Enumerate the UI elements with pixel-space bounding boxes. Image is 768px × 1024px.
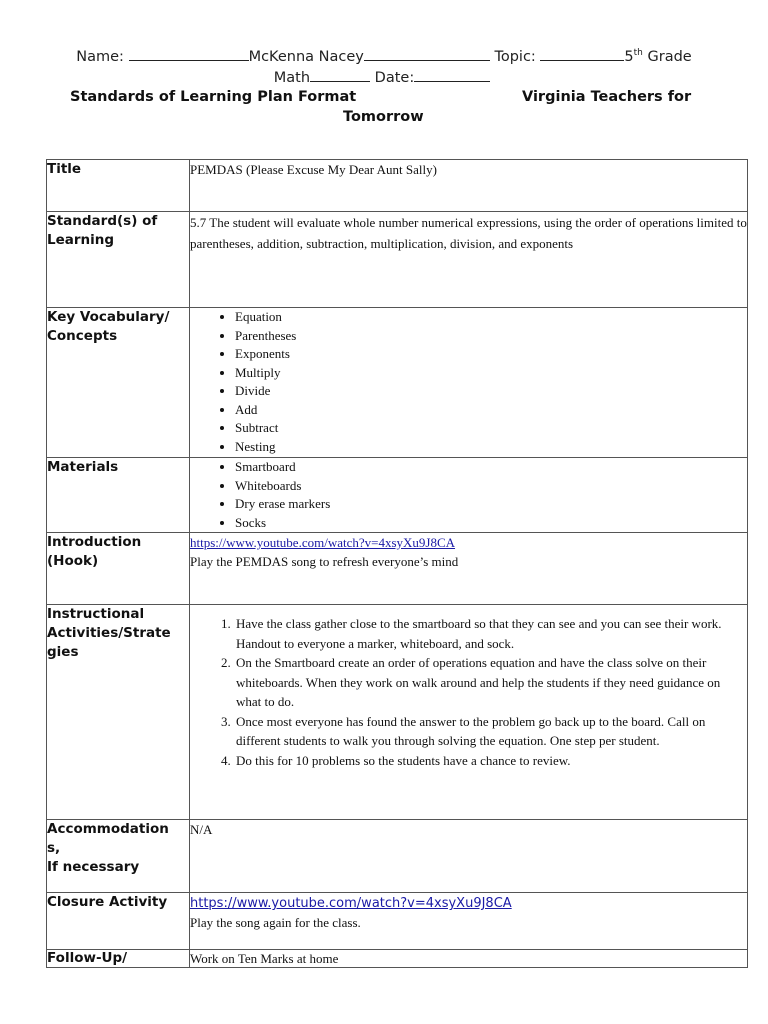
row-label	[47, 308, 190, 458]
grade-word: Grade	[642, 49, 692, 65]
row-content	[190, 308, 748, 458]
list-item: • Smartboard	[235, 458, 747, 477]
closure-label: Closure Activity	[47, 894, 168, 910]
row-label	[47, 950, 190, 968]
intro-label-2: (Hook)	[47, 553, 99, 569]
intro-label-1: Introduction	[47, 534, 142, 550]
row-content	[190, 458, 748, 533]
standards-label-2: Learning	[47, 232, 115, 248]
accommodations-label-1: Accommodation	[47, 821, 169, 837]
row-title	[47, 160, 748, 212]
list-item: • Socks	[235, 514, 747, 533]
row-content	[190, 820, 748, 893]
row-vocabulary	[47, 308, 748, 458]
organization-title: Virginia Teachers for	[522, 89, 692, 105]
row-label	[47, 605, 190, 820]
list-item: • Multiply	[235, 364, 747, 383]
row-content	[190, 893, 748, 950]
closure-video-link[interactable]: https://www.youtube.com/watch?v=4xsyXu9J8CA	[190, 896, 512, 911]
accommodations-content: N/A	[190, 822, 213, 837]
list-item: • Nesting	[235, 438, 747, 457]
list-item: • Add	[235, 401, 747, 420]
activities-label-3: gies	[47, 644, 79, 660]
activities-label-2: Activities/Strate	[47, 625, 171, 641]
row-followup	[47, 950, 748, 968]
name-blank	[129, 46, 249, 61]
title-content: PEMDAS (Please Excuse My Dear Aunt Sally)	[190, 162, 437, 177]
list-item: • Whiteboards	[235, 477, 747, 496]
header-line-2	[0, 67, 766, 86]
header-line-1	[0, 46, 768, 65]
row-introduction	[47, 533, 748, 605]
list-item: • Dry erase markers	[235, 495, 747, 514]
list-item: • Divide	[235, 382, 747, 401]
row-label	[47, 160, 190, 212]
intro-text: Play the PEMDAS song to refresh everyone’s mind	[190, 554, 459, 569]
list-item: • Exponents	[235, 345, 747, 364]
name-blank-2	[364, 46, 490, 61]
row-label	[47, 820, 190, 893]
followup-content: Work on Ten Marks at home	[190, 951, 339, 966]
math-blank	[310, 67, 370, 82]
list-item: • Equation	[235, 308, 747, 327]
topic-blank	[540, 46, 624, 61]
row-label	[47, 893, 190, 950]
list-item: 3. Once most everyone has found the answer to the problem go back up to the board. Call on different students to walk you through solving the equation. One step per student.	[234, 712, 747, 751]
grade-suffix: th	[633, 48, 643, 59]
name-value: McKenna Nacey	[248, 49, 364, 65]
row-materials	[47, 458, 748, 533]
materials-label: Materials	[47, 459, 119, 475]
row-content	[190, 950, 748, 968]
list-item: 4. Do this for 10 problems so the students have a chance to review.	[234, 751, 747, 771]
list-item: • Parentheses	[235, 327, 747, 346]
grade-value: 5	[624, 49, 634, 65]
row-content	[190, 212, 748, 308]
accommodations-label-2: s,	[47, 840, 61, 856]
organization-title-2: Tomorrow	[343, 109, 424, 125]
row-content	[190, 605, 748, 820]
row-label	[47, 533, 190, 605]
title-label: Title	[47, 161, 82, 177]
standards-content: 5.7 The student will evaluate whole number numerical expressions, using the order of operations limited to parentheses, addition, subtraction, multiplication, division, and exponents	[190, 215, 747, 251]
accommodations-label-3: If necessary	[47, 859, 140, 875]
list-item: 1. Have the class gather close to the smartboard so that they can see and you can see their work. Handout to everyone a marker, whiteboard, and sock.	[234, 614, 747, 653]
vocab-label-1: Key Vocabulary/	[47, 309, 170, 325]
followup-label: Follow-Up/	[47, 950, 128, 966]
vocab-list	[190, 308, 747, 456]
closure-text: Play the song again for the class.	[190, 915, 361, 930]
row-content	[190, 160, 748, 212]
date-blank	[414, 67, 490, 82]
row-standards	[47, 212, 748, 308]
list-item: 2. On the Smartboard create an order of operations equation and have the class solve on their whiteboards. When they work on walk around and help the students if they need guidance on what to do.	[234, 653, 747, 712]
intro-video-link[interactable]: https://www.youtube.com/watch?v=4xsyXu9J8CA	[190, 535, 456, 550]
row-label	[47, 458, 190, 533]
activities-label-1: Instructional	[47, 606, 145, 622]
list-item: • Subtract	[235, 419, 747, 438]
row-content	[190, 533, 748, 605]
vocab-label-2: Concepts	[47, 328, 118, 344]
row-closure	[47, 893, 748, 950]
date-label: Date:	[370, 70, 415, 86]
row-activities	[47, 605, 748, 820]
standards-label-1: Standard(s) of	[47, 213, 158, 229]
topic-label: Topic:	[489, 49, 541, 65]
form-title: Standards of Learning Plan Format	[70, 89, 357, 105]
activities-list	[190, 614, 747, 770]
row-label	[47, 212, 190, 308]
materials-list	[190, 458, 747, 532]
math-word: Math	[273, 70, 311, 86]
row-accommodations	[47, 820, 748, 893]
lesson-plan-table	[46, 159, 748, 968]
name-label: Name:	[76, 49, 129, 65]
